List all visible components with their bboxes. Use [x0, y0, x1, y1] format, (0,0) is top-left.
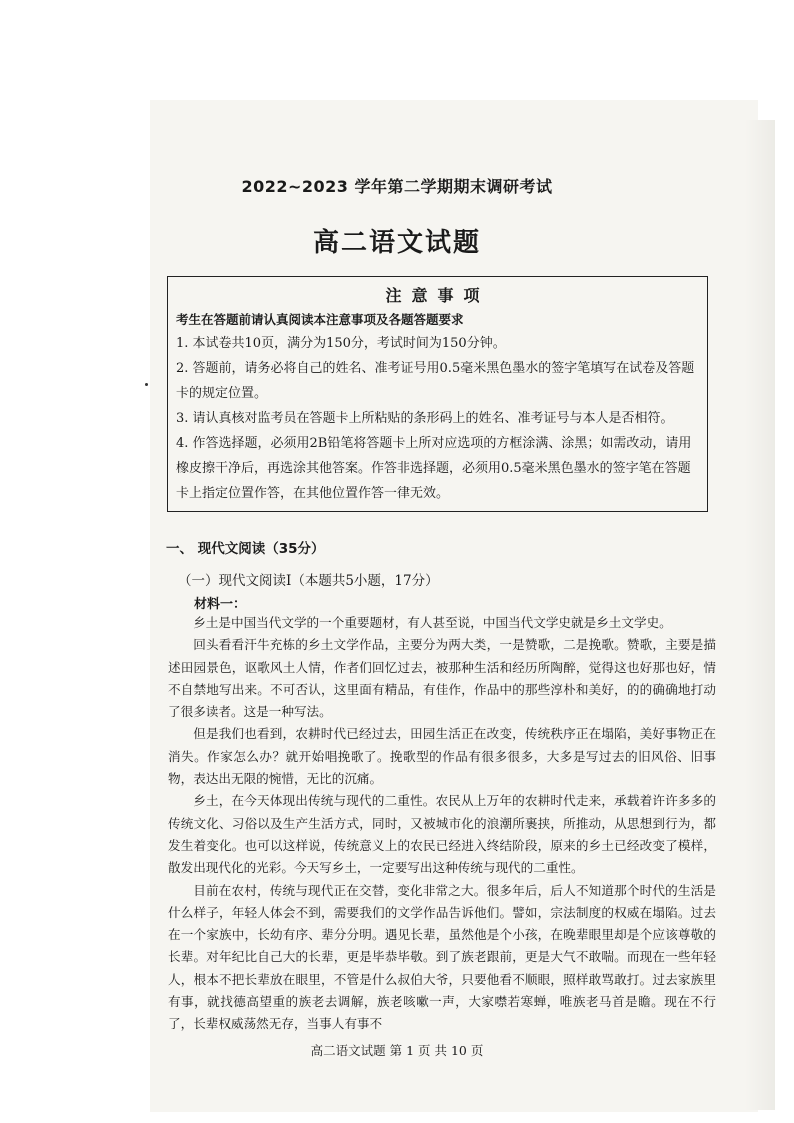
notice-item: 4. 作答选择题，必须用2B铅笔将答题卡上所对应选项的方框涂满、涂黑；如需改动，请用橡皮擦干净后，再选涂其他答案。作答非选择题，必须用0.5毫米黑色墨水的签字笔在答题卡上指定位置作答，在其他位置作答一律无效。	[176, 436, 692, 501]
passage-paragraph: 但是我们也看到，农耕时代已经过去，田园生活正在改变，传统秩序正在塌陷，美好事物正在消失。作家怎么办？就开始唱挽歌了。挽歌型的作品有很多很多，大多是写过去的旧风俗、旧事物，表达出无限的惋惜，无比的沉痛。	[168, 726, 716, 787]
paper-title: 高二语文试题	[312, 228, 481, 258]
reading-passage	[168, 612, 716, 1036]
notice-box	[167, 276, 708, 512]
notice-subheading: 考生在答题前请认真阅读本注意事项及各题答题要求	[176, 312, 464, 327]
page-footer: 高二语文试题 第 1 页 共 10 页	[310, 1043, 484, 1058]
notice-item: 2. 答题前，请务必将自己的姓名、准考证号用0.5毫米黑色墨水的签字笔填写在试卷及答题卡的规定位置。	[176, 361, 695, 401]
notice-item: 3. 请认真核对监考员在答题卡上所粘贴的条形码上的姓名、准考证号与本人是否相符。	[176, 411, 674, 426]
passage-paragraph: 回头看看汗牛充栋的乡土文学作品，主要分为两大类，一是赞歌，二是挽歌。赞歌，主要是描述田园景色，讴歌风土人情，作者们回忆过去，被那种生活和经历所陶醉，觉得这也好那也好，情不自禁地写出来。不可否认，这里面有精品，有佳作，作品中的那些淳朴和美好，的的确确地打动了很多读者。这是一种写法。	[168, 637, 716, 720]
section-title: 一、 现代文阅读（35分）	[166, 541, 325, 557]
notice-item: 1. 本试卷共10页，满分为150分，考试时间为150分钟。	[176, 336, 506, 351]
scan-speck	[145, 383, 148, 386]
passage-paragraph: 乡土，在今天体现出传统与现代的二重性。农民从上万年的农耕时代走来，承载着许许多多的传统文化、习俗以及生产生活方式，同时，又被城市化的浪潮所裹挟，所推动，从思想到行为，都发生着变化。也可以这样说，传统意义上的农民已经进入终结阶段，原来的乡土已经改变了模样，散发出现代化的光彩。今天写乡土，一定要写出这种传统与现代的二重性。	[168, 793, 716, 876]
passage-paragraph: 乡土是中国当代文学的一个重要题材，有人甚至说，中国当代文学史就是乡土文学史。	[193, 615, 672, 630]
subsection-title: （一）现代文阅读Ⅰ（本题共5小题，17分）	[178, 573, 439, 589]
exam-title: 2022~2023 学年第二学期期末调研考试	[241, 177, 553, 196]
notice-heading: 注意事项	[385, 286, 490, 305]
paper-edge-shadow	[745, 120, 775, 1110]
passage-paragraph: 目前在农村，传统与现代正在交替，变化非常之大。很多年后，后人不知道那个时代的生活是什么样子，年轻人体会不到，需要我们的文学作品告诉他们。譬如，宗法制度的权威在塌陷。过去在一个家族中，长幼有序、辈分分明。遇见长辈，虽然他是个小孩，在晚辈眼里却是个应该尊敬的长辈。对年纪比自己大的长辈，更是毕恭毕敬。到了族老跟前，更是大气不敢喘。而现在一些年轻人，根本不把长辈放在眼里，不管是什么叔伯大爷，只要他看不顺眼，照样敢骂敢打。过去家族里有事，就找德高望重的族老去调解，族老咳嗽一声，大家噤若寒蝉，唯族老马首是瞻。现在不行了，长辈权威荡然无存，当事人有事不	[168, 882, 716, 1032]
material-label: 材料一：	[194, 597, 247, 612]
